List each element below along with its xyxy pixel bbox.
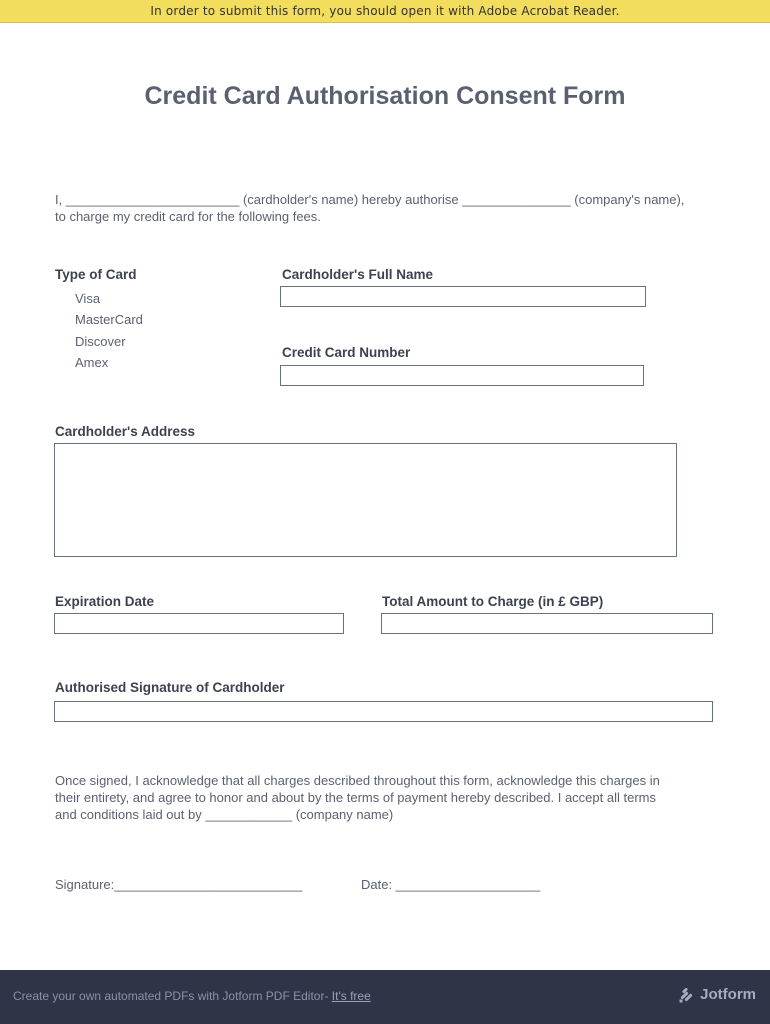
signature-line: Signature:__________________________ [55,877,303,892]
full-name-input[interactable] [280,286,646,307]
its-free-link[interactable]: It's free [331,989,371,1003]
expiration-input[interactable] [54,613,344,634]
card-option-visa[interactable]: Visa [75,291,101,306]
card-option-amex[interactable]: Amex [75,355,109,370]
intro-paragraph [55,191,725,225]
card-number-input[interactable] [280,365,644,386]
intro-line-1: I, ________________________ (cardholder's name) hereby authorise _______________ (company's name), [55,192,685,207]
jotform-logo-text: Jotform [700,986,756,1003]
jotform-logo[interactable] [679,986,756,1003]
jotform-footer [0,970,770,1024]
acrobat-notice-banner: In order to submit this form, you should open it with Adobe Acrobat Reader. [0,0,770,23]
footer-promo [13,989,371,1003]
amount-label: Total Amount to Charge (in £ GBP) [382,594,604,609]
signature-input[interactable] [54,701,713,722]
intro-line-2: to charge my credit card for the following fees. [55,209,321,224]
card-option-mastercard[interactable]: MasterCard [75,312,143,327]
date-line: Date: ____________________ [361,877,541,892]
page-title: Credit Card Authorisation Consent Form [144,82,626,110]
amount-input[interactable] [381,613,713,634]
address-label: Cardholder's Address [55,424,195,439]
ack-line-1: Once signed, I acknowledge that all charges described throughout this form, acknowledge this charges in [55,773,660,788]
jotform-logo-icon [679,987,695,1003]
signature-label: Authorised Signature of Cardholder [55,680,285,695]
full-name-label: Cardholder's Full Name [282,267,433,282]
footer-promo-text: Create your own automated PDFs with Jotform PDF Editor- [13,989,332,1003]
ack-line-2: their entirety, and agree to honor and about by the terms of payment hereby described. I accept all terms [55,790,656,805]
type-of-card-label: Type of Card [55,267,137,282]
acknowledgement-paragraph [55,772,725,823]
ack-line-3: and conditions laid out by ____________ (company name) [55,807,394,822]
card-option-discover[interactable]: Discover [75,334,126,349]
card-number-label: Credit Card Number [282,345,411,360]
expiration-label: Expiration Date [55,594,155,609]
address-textarea[interactable] [54,443,677,557]
